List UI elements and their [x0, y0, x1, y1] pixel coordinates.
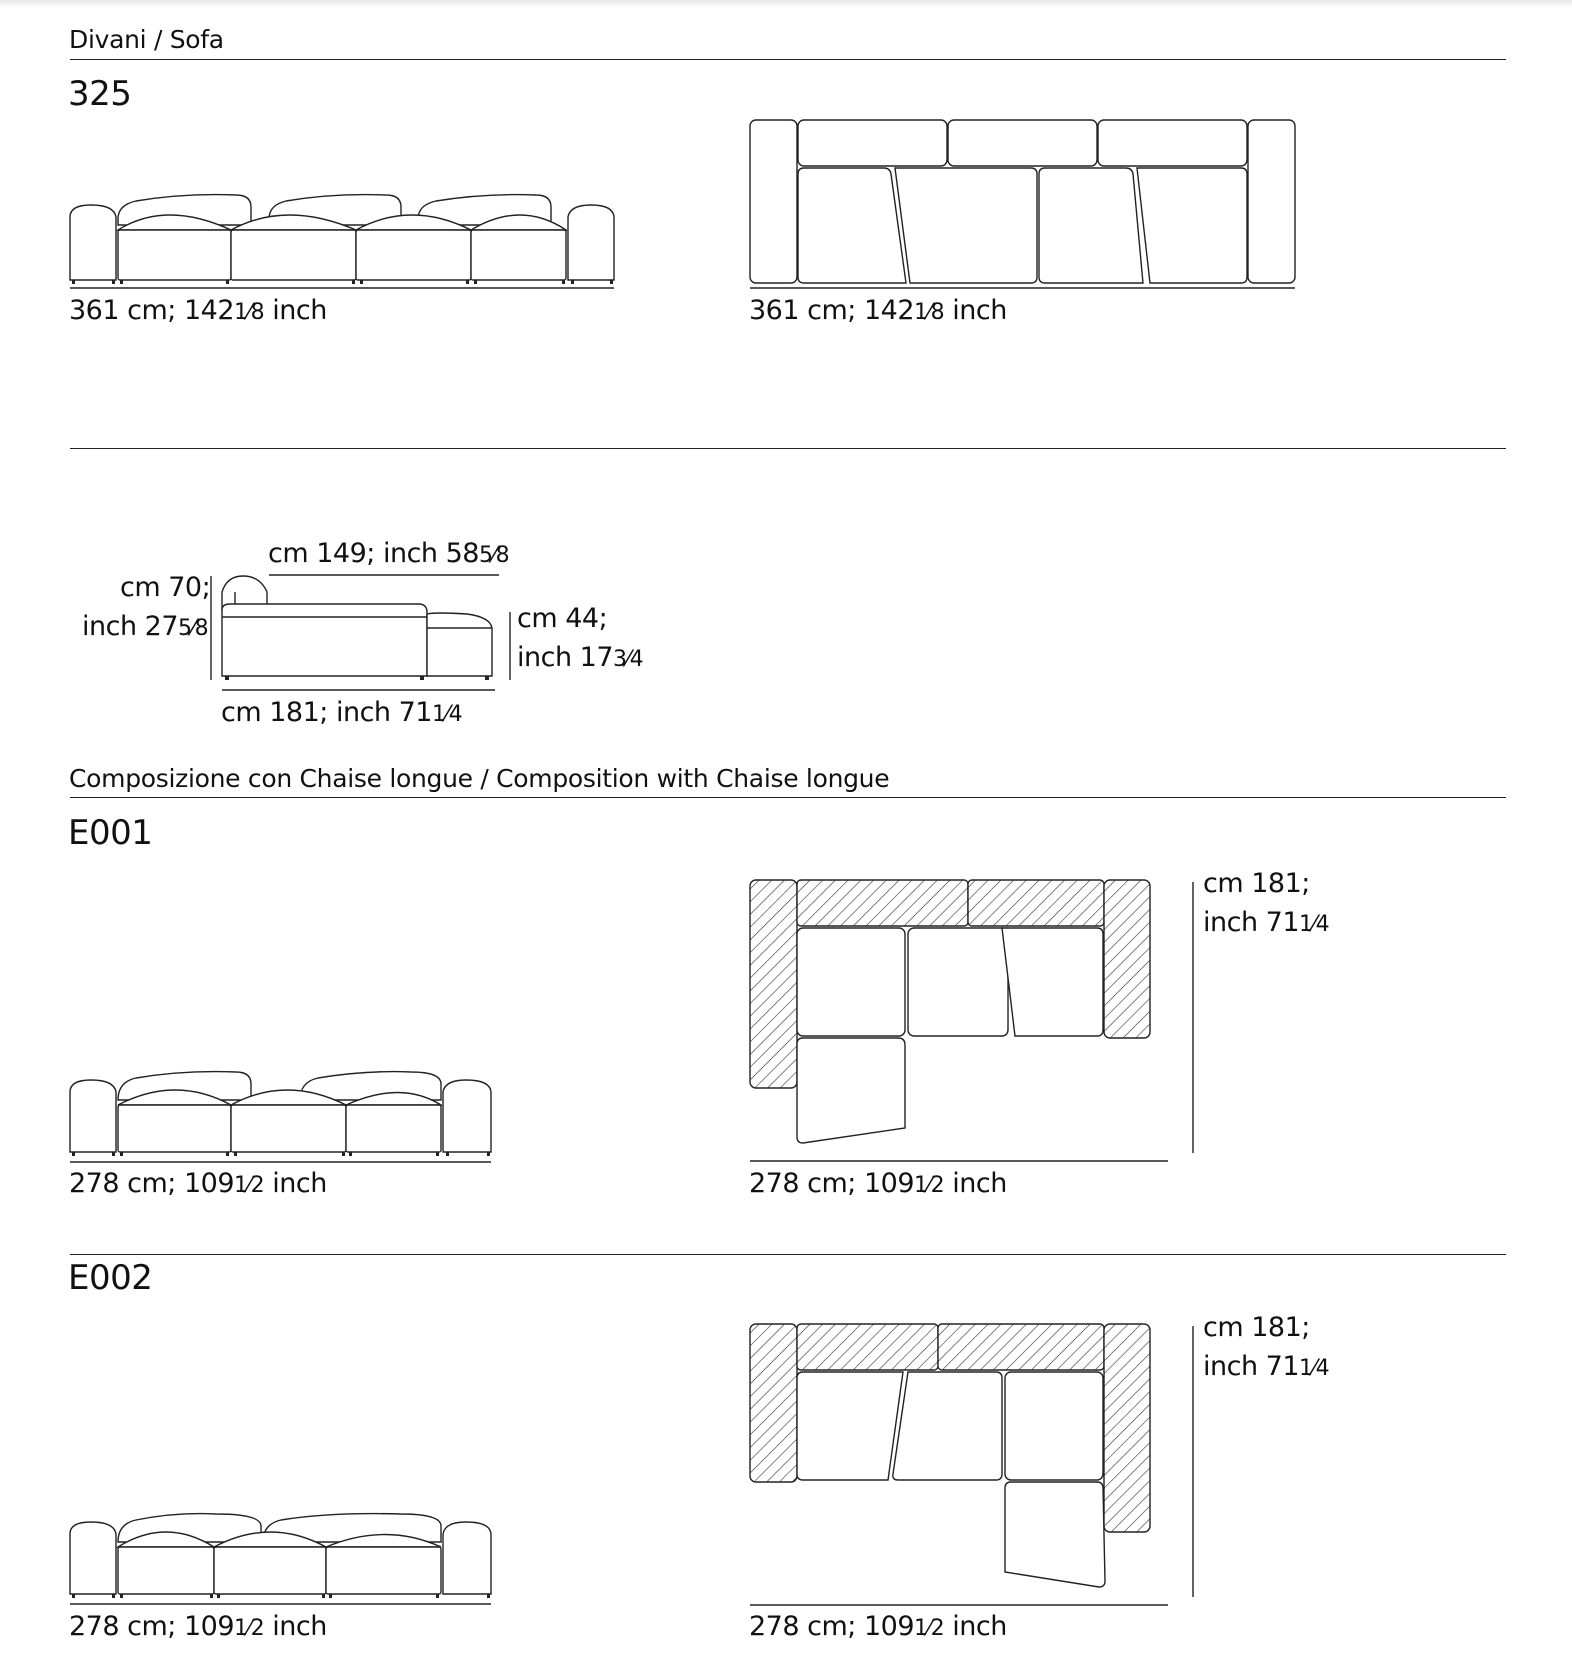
model-code-325: 325	[68, 74, 132, 114]
section-title-it: Divani	[69, 25, 147, 54]
dim-e002-front: 278 cm; 1091⁄2 inch	[69, 1611, 327, 1642]
page-top-edge	[0, 0, 1572, 8]
dim-325-top: 361 cm; 1421⁄8 inch	[749, 295, 1007, 326]
sofa-325-front-view	[66, 165, 626, 290]
section-title-sofa	[69, 25, 224, 54]
dim-e002-depth-cm: cm 181;	[1203, 1312, 1310, 1343]
sofa-e001-front-view	[66, 1040, 506, 1165]
dim-side-depth: cm 181; inch 711⁄4	[221, 697, 463, 728]
dim-seat-height-cm: cm 44;	[517, 603, 608, 634]
dim-e002-depth-inch: inch 711⁄4	[1203, 1351, 1330, 1382]
dim-e001-front: 278 cm; 1091⁄2 inch	[69, 1168, 327, 1199]
section-title-chaise	[69, 764, 889, 793]
dim-325-front: 361 cm; 1421⁄8 inch	[69, 295, 327, 326]
section-divider	[70, 59, 1506, 60]
dim-e002-top: 278 cm; 1091⁄2 inch	[749, 1611, 1007, 1642]
dim-e001-depth-cm: cm 181;	[1203, 868, 1310, 899]
section-divider	[70, 448, 1506, 449]
section-title-en: / Composition with Chaise longue	[480, 764, 890, 793]
dim-seat-height-inch: inch 173⁄4	[517, 642, 644, 673]
model-code-e002: E002	[68, 1258, 153, 1298]
section-divider	[70, 1254, 1506, 1255]
sofa-e002-top-view	[748, 1322, 1218, 1612]
sofa-325-top-view	[748, 118, 1308, 288]
dim-seat-depth: cm 149; inch 585⁄8	[268, 538, 510, 569]
sofa-e002-front-view	[66, 1482, 506, 1607]
sofa-side-view	[205, 572, 525, 692]
section-title-it: Composizione con Chaise longue	[69, 764, 473, 793]
section-title-en: / Sofa	[153, 25, 224, 54]
dim-height-inch: inch 275⁄8	[82, 611, 209, 642]
dim-e001-top: 278 cm; 1091⁄2 inch	[749, 1168, 1007, 1199]
model-code-e001: E001	[68, 813, 153, 853]
dim-height-cm: cm 70;	[120, 572, 211, 603]
sofa-e001-top-view	[748, 878, 1218, 1168]
dim-e001-depth-inch: inch 711⁄4	[1203, 907, 1330, 938]
section-divider	[70, 797, 1506, 798]
